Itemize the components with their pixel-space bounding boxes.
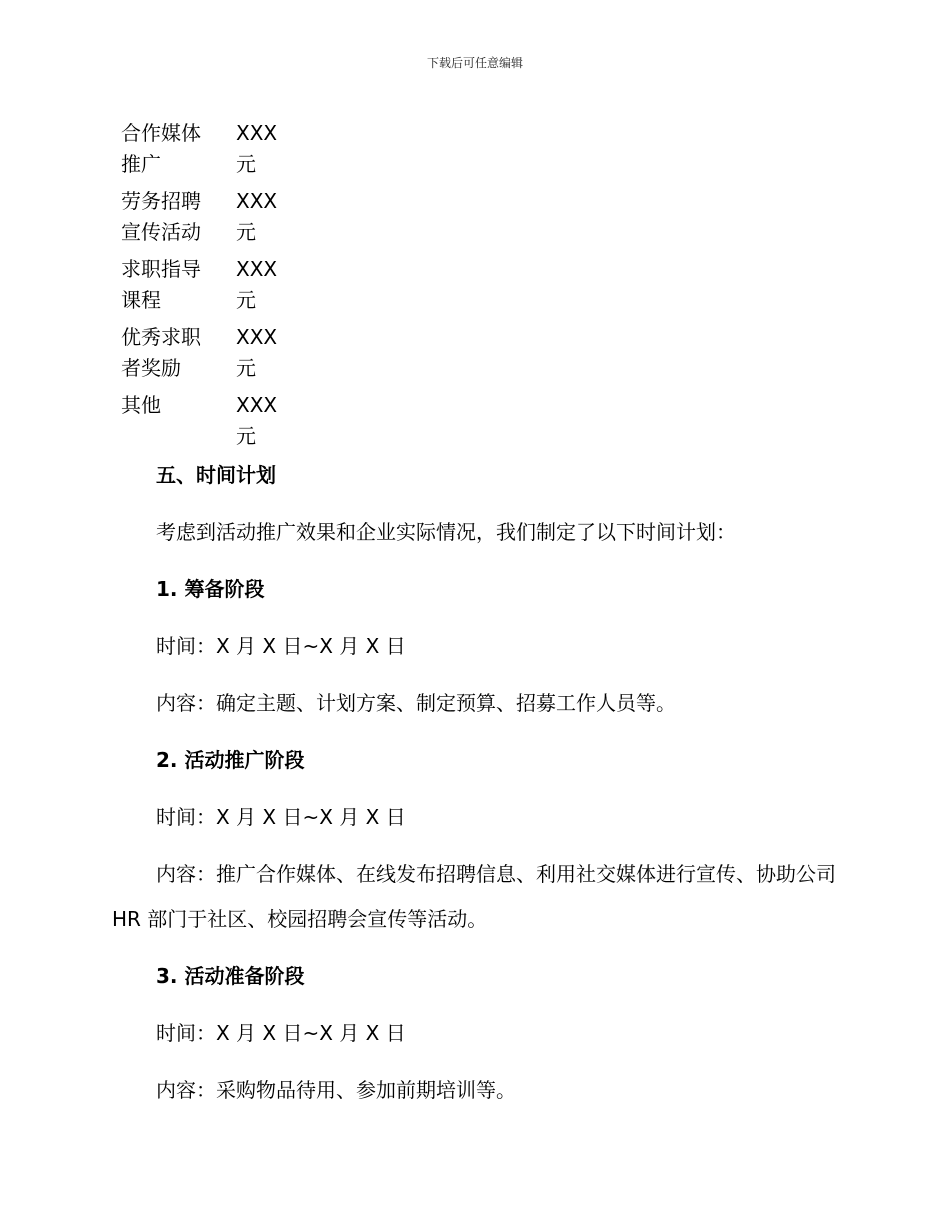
section-intro: 考虑到活动推广效果和企业实际情况，我们制定了以下时间计划：	[156, 520, 736, 544]
phase-content: 内容：确定主题、计划方案、制定预算、招募工作人员等。	[156, 691, 676, 715]
phase-title: 3. 活动准备阶段	[156, 964, 305, 988]
budget-item: 优秀求职 者奖励	[121, 325, 201, 380]
phase-time: 时间：X 月 X 日~X 月 X 日	[156, 805, 406, 829]
budget-cost: XXX 元	[236, 257, 278, 312]
page-header: 下载后可任意编辑	[426, 56, 523, 70]
budget-item: 劳务招聘 宣传活动	[121, 189, 201, 244]
budget-item: 求职指导 课程	[121, 257, 201, 312]
budget-item: 其他	[121, 393, 161, 417]
budget-table	[121, 118, 296, 458]
section-time-plan	[112, 453, 842, 1125]
budget-cost: XXX 元	[236, 121, 278, 176]
budget-cost: XXX 元	[236, 189, 278, 244]
budget-cost: XXX 元	[236, 325, 278, 380]
budget-row	[121, 254, 296, 316]
phase-content: 内容：采购物品待用、参加前期培训等。	[156, 1078, 516, 1102]
budget-row	[121, 118, 296, 180]
phase-content: 内容：推广合作媒体、在线发布招聘信息、利用社交媒体进行宣传、协助公司 HR 部门于社区、校园招聘会宣传等活动。	[112, 862, 836, 931]
phase-title: 2. 活动推广阶段	[156, 748, 305, 772]
budget-cost: XXX 元	[236, 393, 278, 448]
phase-time: 时间：X 月 X 日~X 月 X 日	[156, 634, 406, 658]
budget-row	[121, 390, 296, 452]
budget-row	[121, 186, 296, 248]
section-title: 五、时间计划	[156, 463, 276, 487]
budget-row	[121, 322, 296, 384]
budget-item: 合作媒体 推广	[121, 121, 201, 176]
phase-time: 时间：X 月 X 日~X 月 X 日	[156, 1021, 406, 1045]
phase-title: 1. 筹备阶段	[156, 577, 265, 601]
